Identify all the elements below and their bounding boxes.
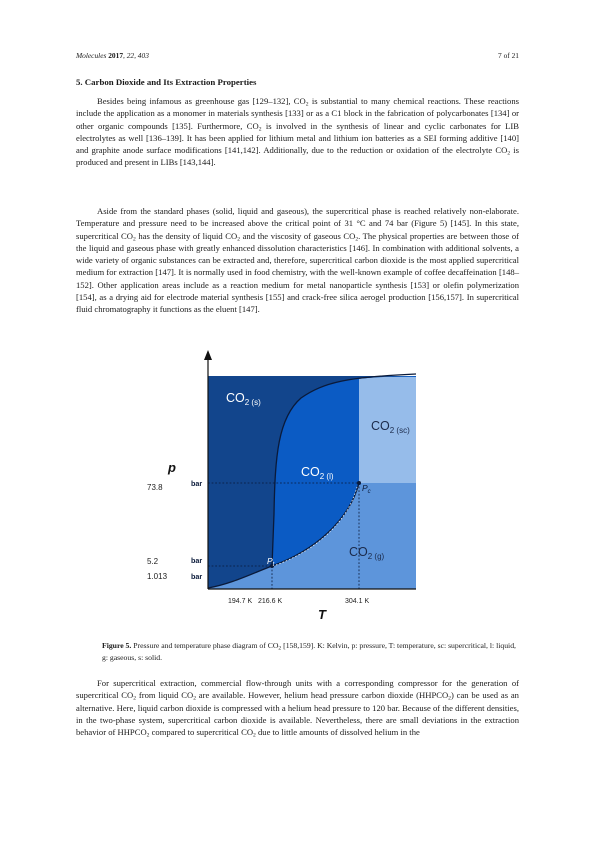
- subscript: 2: [133, 695, 137, 702]
- y-axis-symbol: p: [168, 460, 176, 475]
- phase-diagram: [146, 346, 456, 626]
- journal-year: 2017: [108, 51, 124, 60]
- text-run: are available. However, helium head pressure carbon dioxide (HHPCO: [195, 690, 449, 701]
- bar-tag-critical: bar: [191, 479, 203, 488]
- subscript: 2: [146, 732, 150, 739]
- running-header: [76, 50, 519, 62]
- x-axis-symbol: T: [318, 607, 326, 622]
- subscript: 2: [133, 236, 136, 243]
- subscript: 2: [278, 645, 282, 652]
- temperature-tick-triple: 216.6 K: [258, 598, 283, 605]
- bar-tag-triple: bar: [191, 556, 203, 565]
- text-run: For supercritical extraction, commercial flow-through units with a corresponding compressor for the generation of supercritical CO: [76, 678, 519, 701]
- critical-point-marker: [357, 481, 361, 485]
- bar-tag-atm: bar: [191, 572, 203, 581]
- phase-diagram-figure: [146, 346, 456, 626]
- subscript: 2: [355, 236, 359, 243]
- subscript: 2: [258, 126, 262, 133]
- text-run: is involved in the synthesis of linear and cyclic carbonates for LIB electrolytes as well [136–139]. It has been applied for lithium metal and lithium ion batteries as a SEI forming additive [140] and graphite anode surface modifications [141,142]. Additionally, due to the reduction or oxidation of the electrolyte CO: [76, 120, 519, 156]
- text-run: Aside from the standard phases (solid, liquid and gaseous), the supercritical phase is reached relatively non-elaborate. Temperature and pressure need to be increased above the critical point of 31 °C and 74 bar (Figure 5) [145]. In this state, supercritical CO: [76, 206, 519, 241]
- text-run: and the viscosity of gaseous CO: [240, 230, 356, 241]
- paragraph-co2-reactions: [76, 95, 519, 169]
- text-run: compared to supercritical CO: [149, 727, 254, 738]
- text-run: . The physical properties are between those of the liquid and gaseous phase with greatly enhanced dissolution characteristics [146]. In combination with additional solvents, a wide variety of organic substances can be extracted and, therefore, supercritical carbon dioxide is the most applied supercritical medium for extraction [147]. It is normally used in food chemistry, with the well-known example of coffee decaffeination [148–152]. Other application areas include as a reaction medium for metal nanoparticle synthesis [153] or olefin polymerization [154], as a drying aid for electrode material synthesis [155] and crack-free silica aerogel production [156,157]. In supercritical fluid chromatography it functions as the eluent [147].: [76, 230, 519, 315]
- pressure-value-atm: 1.013: [147, 572, 168, 581]
- pressure-value-critical: 73.8: [147, 483, 163, 492]
- critical-point-label: $P_c$: [362, 483, 371, 495]
- caption-text: [158,159]. K: Kelvin, p: pressure, T: temperature, sc: supercritical, l: liquid, g: gaseous, s: solid.: [102, 641, 516, 662]
- subscript: 2: [305, 101, 309, 108]
- paragraph-extraction-units: [76, 677, 519, 738]
- page-number: 7 of 21: [498, 51, 519, 60]
- y-axis-arrow: [204, 350, 212, 360]
- subscript: 2: [237, 236, 241, 243]
- text-run: due to little amounts of dissolved helium in the: [255, 727, 420, 738]
- pressure-value-triple: 5.2: [147, 557, 159, 566]
- solid-phase-label: $CO_{2 (s)}$: [226, 391, 261, 407]
- section-heading: 5. Carbon Dioxide and Its Extraction Properties: [76, 77, 257, 87]
- journal-volume: , 22, 403: [123, 51, 149, 60]
- subscript: 2: [253, 732, 256, 739]
- subscript: 2: [507, 150, 511, 157]
- supercritical-phase-label: $CO_{2 (sc)}$: [371, 419, 410, 435]
- text-run: ) can be used as an alternative. Here, liquid carbon dioxide is compressed with a helium head pressure to 120 bar. Because of the different densities, in the two-phase system, supercritical carbon dioxide is available. Nevertheless, there are small deviations in the extraction behavior of HHPCO: [76, 690, 519, 738]
- text-run: from liquid CO: [136, 690, 194, 701]
- paragraph-supercritical-phase: [76, 205, 519, 316]
- caption-label: Figure 5.: [102, 641, 132, 650]
- gas-phase-label: $CO_{2 (g)}$: [349, 545, 385, 561]
- temperature-tick-critical: 304.1 K: [345, 598, 370, 605]
- text-run: is produced and present in LIBs [143,144].: [76, 145, 519, 168]
- caption-text: Pressure and temperature phase diagram of CO: [131, 641, 279, 650]
- figure-caption: [102, 640, 520, 663]
- text-run: Besides being infamous as greenhouse gas [129–132], CO: [97, 96, 306, 106]
- text-run: has the density of liquid CO: [135, 230, 238, 241]
- subscript: 2: [448, 695, 451, 702]
- journal-citation: [76, 50, 149, 62]
- subscript: 2: [193, 695, 196, 702]
- liquid-phase-label: $CO_{2 (l)}$: [301, 465, 334, 481]
- triple-point-label: $P_t$: [267, 556, 275, 568]
- text-run: is substantial to many chemical reactions. These reactions include the application as a monomer in materials synthesis [133] or as a C1 block in the fabrication of polycarbonates [134] or other organic compounds [135]. Furthermore, CO: [76, 96, 519, 131]
- journal-name: Molecules: [76, 51, 107, 60]
- temperature-tick-sublimation: 194.7 K: [228, 598, 253, 605]
